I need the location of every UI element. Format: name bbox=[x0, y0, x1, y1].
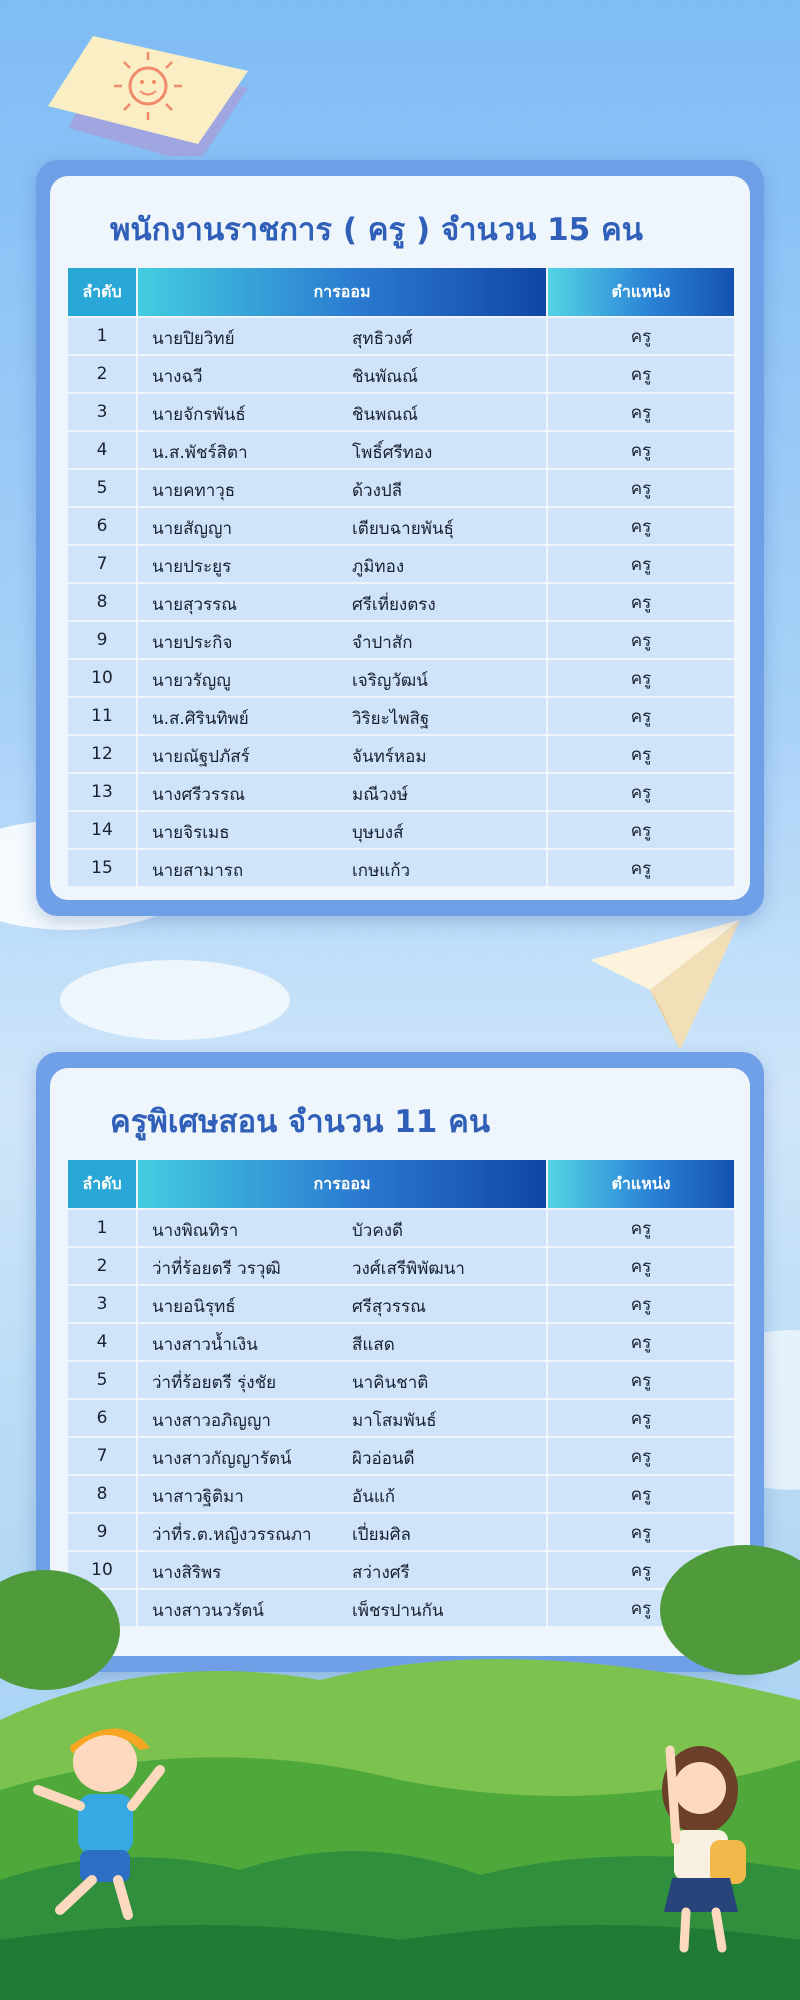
table-row bbox=[67, 1551, 735, 1589]
first-name: นายณัฐปภัสร์ bbox=[152, 747, 250, 767]
staff-table bbox=[66, 266, 736, 888]
table-row bbox=[67, 1361, 735, 1399]
row-position: ครู bbox=[547, 1475, 735, 1513]
row-number: 6 bbox=[67, 507, 137, 545]
first-name: ว่าที่ร.ต.หญิงวรรณภา bbox=[152, 1525, 312, 1545]
row-number: 13 bbox=[67, 773, 137, 811]
row-number: 12 bbox=[67, 735, 137, 773]
last-name: ผิวอ่อนดี bbox=[352, 1449, 415, 1469]
last-name: เพ็ชรปานกัน bbox=[352, 1601, 444, 1621]
row-position: ครู bbox=[547, 1285, 735, 1323]
row-number: 3 bbox=[67, 1285, 137, 1323]
last-name: ภูมิทอง bbox=[352, 557, 405, 577]
table-row bbox=[67, 355, 735, 393]
last-name: ด้วงปลี bbox=[352, 481, 403, 501]
row-position: ครู bbox=[547, 1589, 735, 1627]
row-position: ครู bbox=[547, 545, 735, 583]
row-name-cell bbox=[137, 469, 547, 507]
table-row bbox=[67, 431, 735, 469]
row-name-cell bbox=[137, 317, 547, 355]
row-number: 6 bbox=[67, 1399, 137, 1437]
row-number: 1 bbox=[67, 317, 137, 355]
first-name: นางสาวอภิญญา bbox=[152, 1411, 271, 1431]
row-number: 10 bbox=[67, 1551, 137, 1589]
table-row bbox=[67, 317, 735, 355]
last-name: วงศ์เสรีพิพัฒนา bbox=[352, 1259, 465, 1279]
table-row bbox=[67, 849, 735, 887]
table-row bbox=[67, 773, 735, 811]
row-position: ครู bbox=[547, 393, 735, 431]
row-number: 9 bbox=[67, 621, 137, 659]
first-name: นางพิณทิรา bbox=[152, 1221, 239, 1241]
row-name-cell bbox=[137, 1513, 547, 1551]
row-name-cell bbox=[137, 431, 547, 469]
row-name-cell bbox=[137, 659, 547, 697]
table-row bbox=[67, 1475, 735, 1513]
first-name: นายประยูร bbox=[152, 557, 232, 577]
special-table bbox=[66, 1158, 736, 1628]
cloud-left-2 bbox=[60, 960, 290, 1040]
row-name-cell bbox=[137, 1475, 547, 1513]
row-number: 15 bbox=[67, 849, 137, 887]
row-position: ครู bbox=[547, 1513, 735, 1551]
section-special-title: ครูพิเศษสอน จำนวน 11 คน bbox=[110, 1104, 491, 1140]
paper-plane-icon bbox=[590, 920, 750, 1050]
row-position: ครู bbox=[547, 1247, 735, 1285]
row-position: ครู bbox=[547, 1209, 735, 1247]
row-position: ครู bbox=[547, 1399, 735, 1437]
row-number: 7 bbox=[67, 545, 137, 583]
sun-kite-icon bbox=[48, 36, 248, 156]
first-name: นายประกิจ bbox=[152, 633, 233, 653]
last-name: เตียบฉายพันธุ์ bbox=[352, 519, 454, 539]
row-position: ครู bbox=[547, 583, 735, 621]
header-name: การออม bbox=[137, 1159, 547, 1209]
table-row bbox=[67, 659, 735, 697]
first-name: ว่าที่ร้อยตรี วรวุฒิ bbox=[152, 1259, 281, 1279]
row-name-cell bbox=[137, 735, 547, 773]
last-name: โพธิ์ศรีทอง bbox=[352, 443, 433, 463]
row-position: ครู bbox=[547, 1323, 735, 1361]
row-position: ครู bbox=[547, 1437, 735, 1475]
table-row bbox=[67, 1209, 735, 1247]
last-name: สุทธิวงศ์ bbox=[352, 329, 413, 349]
first-name: นางสิริพร bbox=[152, 1563, 222, 1583]
header-position: ตำแหน่ง bbox=[547, 1159, 735, 1209]
table-row bbox=[67, 697, 735, 735]
row-position: ครู bbox=[547, 811, 735, 849]
row-position: ครู bbox=[547, 469, 735, 507]
section-special-panel bbox=[36, 1052, 764, 1672]
row-name-cell bbox=[137, 697, 547, 735]
row-name-cell bbox=[137, 355, 547, 393]
last-name: บัวคงดี bbox=[352, 1221, 404, 1241]
first-name: นายวรัญญู bbox=[152, 671, 231, 691]
row-number: 4 bbox=[67, 431, 137, 469]
first-name: นายจักรพันธ์ bbox=[152, 405, 246, 425]
last-name: เจริญวัฒน์ bbox=[352, 671, 428, 691]
header-name: การออม bbox=[137, 267, 547, 317]
first-name: นางฉวี bbox=[152, 367, 203, 387]
row-name-cell bbox=[137, 849, 547, 887]
first-name: นาสาวฐิติมา bbox=[152, 1487, 244, 1507]
row-number: 4 bbox=[67, 1323, 137, 1361]
first-name: ว่าที่ร้อยตรี รุ่งชัย bbox=[152, 1373, 277, 1393]
header-number: ลำดับ bbox=[67, 1159, 137, 1209]
row-name-cell bbox=[137, 545, 547, 583]
section-staff-card bbox=[50, 176, 750, 900]
table-row bbox=[67, 1285, 735, 1323]
row-number: 5 bbox=[67, 1361, 137, 1399]
header-number: ลำดับ bbox=[67, 267, 137, 317]
first-name: นายปิยวิทย์ bbox=[152, 329, 235, 349]
table-header-row bbox=[67, 267, 735, 317]
row-name-cell bbox=[137, 1399, 547, 1437]
table-row bbox=[67, 469, 735, 507]
row-name-cell bbox=[137, 1437, 547, 1475]
first-name: นางสาวน้ำเงิน bbox=[152, 1335, 258, 1355]
row-position: ครู bbox=[547, 507, 735, 545]
table-row bbox=[67, 811, 735, 849]
row-number: 8 bbox=[67, 583, 137, 621]
row-name-cell bbox=[137, 1209, 547, 1247]
row-number: 14 bbox=[67, 811, 137, 849]
last-name: นาคินชาติ bbox=[352, 1373, 429, 1393]
table-header-row bbox=[67, 1159, 735, 1209]
table-row bbox=[67, 1589, 735, 1627]
row-number: 2 bbox=[67, 355, 137, 393]
first-name: นายสุวรรณ bbox=[152, 595, 238, 615]
row-name-cell bbox=[137, 1285, 547, 1323]
row-name-cell bbox=[137, 1589, 547, 1627]
table-row bbox=[67, 735, 735, 773]
table-row bbox=[67, 393, 735, 431]
row-name-cell bbox=[137, 1247, 547, 1285]
row-number: 8 bbox=[67, 1475, 137, 1513]
row-position: ครู bbox=[547, 431, 735, 469]
row-position: ครู bbox=[547, 1361, 735, 1399]
first-name: นางศรีวรรณ bbox=[152, 785, 245, 805]
section-staff-panel bbox=[36, 160, 764, 916]
table-row bbox=[67, 1513, 735, 1551]
row-name-cell bbox=[137, 507, 547, 545]
row-number: 2 bbox=[67, 1247, 137, 1285]
last-name: สว่างศรี bbox=[352, 1563, 410, 1583]
last-name: มาโสมพันธ์ bbox=[352, 1411, 437, 1431]
row-number: 10 bbox=[67, 659, 137, 697]
row-name-cell bbox=[137, 1361, 547, 1399]
row-name-cell bbox=[137, 621, 547, 659]
row-name-cell bbox=[137, 811, 547, 849]
row-name-cell bbox=[137, 393, 547, 431]
first-name: นายสัญญา bbox=[152, 519, 233, 539]
table-row bbox=[67, 1437, 735, 1475]
row-position: ครู bbox=[547, 317, 735, 355]
row-position: ครู bbox=[547, 735, 735, 773]
last-name: สีแสด bbox=[352, 1335, 395, 1355]
row-position: ครู bbox=[547, 849, 735, 887]
row-position: ครู bbox=[547, 659, 735, 697]
table-row bbox=[67, 507, 735, 545]
row-name-cell bbox=[137, 1323, 547, 1361]
last-name: ศรีสุวรรณ bbox=[352, 1297, 426, 1317]
table-row bbox=[67, 545, 735, 583]
last-name: เกษแก้ว bbox=[352, 861, 411, 881]
row-position: ครู bbox=[547, 773, 735, 811]
last-name: อันแก้ bbox=[352, 1487, 396, 1507]
row-position: ครู bbox=[547, 621, 735, 659]
girl-illustration bbox=[630, 1730, 770, 1960]
last-name: จันทร์หอม bbox=[352, 747, 427, 767]
row-name-cell bbox=[137, 773, 547, 811]
row-number: 9 bbox=[67, 1513, 137, 1551]
row-name-cell bbox=[137, 583, 547, 621]
first-name: นายอนิรุทธ์ bbox=[152, 1297, 236, 1317]
last-name: ชินพัณณ์ bbox=[352, 367, 418, 387]
row-number: 5 bbox=[67, 469, 137, 507]
first-name: นางสาวกัญญารัตน์ bbox=[152, 1449, 292, 1469]
first-name: น.ส.ศิรินทิพย์ bbox=[152, 709, 249, 729]
table-row bbox=[67, 1247, 735, 1285]
last-name: ศรีเที่ยงตรง bbox=[352, 595, 436, 615]
row-number: 11 bbox=[67, 697, 137, 735]
last-name: วิริยะไพสิฐ bbox=[352, 709, 430, 729]
table-row bbox=[67, 1323, 735, 1361]
last-name: มณีวงษ์ bbox=[352, 785, 409, 805]
last-name: จำปาสัก bbox=[352, 633, 413, 653]
first-name: นายสามารถ bbox=[152, 861, 244, 881]
row-number: 3 bbox=[67, 393, 137, 431]
table-row bbox=[67, 1399, 735, 1437]
boy-illustration bbox=[20, 1710, 180, 1930]
header-position: ตำแหน่ง bbox=[547, 267, 735, 317]
first-name: นางสาวนวรัตน์ bbox=[152, 1601, 264, 1621]
table-row bbox=[67, 583, 735, 621]
row-number: 1 bbox=[67, 1209, 137, 1247]
row-position: ครู bbox=[547, 697, 735, 735]
last-name: บุษบงส์ bbox=[352, 823, 404, 843]
table-row bbox=[67, 621, 735, 659]
section-special-card bbox=[50, 1068, 750, 1656]
first-name: น.ส.พัชร์สิตา bbox=[152, 443, 248, 463]
row-position: ครู bbox=[547, 355, 735, 393]
section-staff-title: พนักงานราชการ ( ครู ) จำนวน 15 คน bbox=[110, 212, 643, 248]
last-name: เปี่ยมศิล bbox=[352, 1525, 411, 1545]
row-position: ครู bbox=[547, 1551, 735, 1589]
last-name: ชินพณณ์ bbox=[352, 405, 418, 425]
first-name: นายจิรเมธ bbox=[152, 823, 230, 843]
row-number: 7 bbox=[67, 1437, 137, 1475]
row-name-cell bbox=[137, 1551, 547, 1589]
first-name: นายคทาวุธ bbox=[152, 481, 236, 501]
